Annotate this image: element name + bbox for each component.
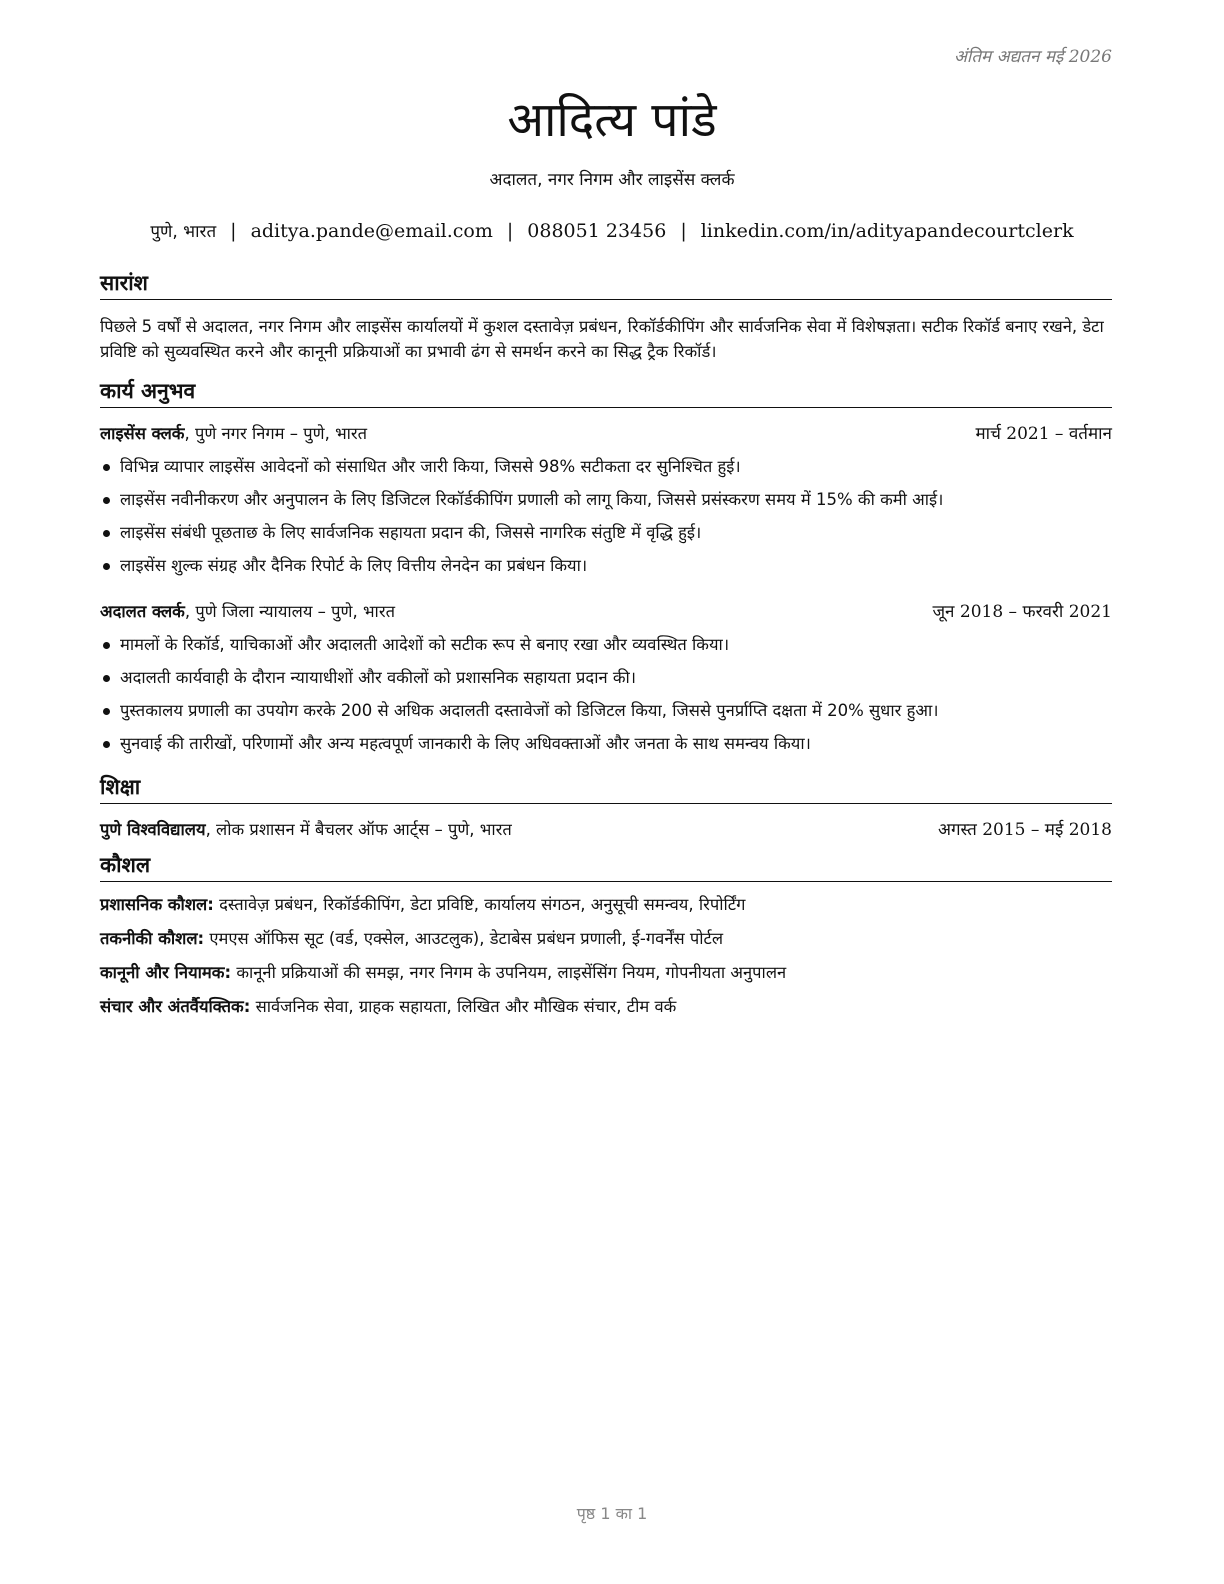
education-school: पुणे विश्वविद्यालय bbox=[100, 820, 206, 839]
education-entry bbox=[100, 818, 1112, 842]
job-dates: मार्च 2021 – वर्तमान bbox=[975, 424, 1112, 444]
job-bullet: पुस्तकालय प्रणाली का उपयोग करके 200 से अधिक अदालती दस्तावेजों को डिजिटल किया, जिससे पुनर्प्राप्ति दक्षता में 20% सुधार हुआ। bbox=[100, 694, 1112, 727]
skill-label: तकनीकी कौशल: bbox=[100, 929, 205, 948]
job-bullet: सुनवाई की तारीखों, परिणामों और अन्य महत्वपूर्ण जानकारी के लिए अधिवक्ताओं और जनता के साथ समन्वय किया। bbox=[100, 727, 1112, 760]
job-bullet: मामलों के रिकॉर्ड, याचिकाओं और अदालती आदेशों को सटीक रूप से बनाए रखा और व्यवस्थित किया। bbox=[100, 628, 1112, 661]
contact-line bbox=[0, 219, 1224, 242]
job-header bbox=[100, 422, 1112, 446]
skill-label: कानूनी और नियामक: bbox=[100, 963, 232, 982]
job-bullets bbox=[100, 628, 1112, 760]
job-header bbox=[100, 600, 1112, 624]
job-bullet: लाइसेंस संबंधी पूछताछ के लिए सार्वजनिक सहायता प्रदान की, जिससे नागरिक संतुष्टि में वृद्धि हुई। bbox=[100, 516, 1112, 549]
skill-text: दस्तावेज़ प्रबंधन, रिकॉर्डकीपिंग, डेटा प्रविष्टि, कार्यालय संगठन, अनुसूची समन्वय, रिपोर्टिंग bbox=[213, 895, 746, 914]
contact-linkedin[interactable]: linkedin.com/in/adityapandecourtclerk bbox=[700, 220, 1074, 242]
candidate-title: अदालत, नगर निगम और लाइसेंस क्लर्क bbox=[489, 170, 735, 190]
skill-label: संचार और अंतर्वैयक्तिक: bbox=[100, 997, 251, 1016]
job-bullet: विभिन्न व्यापार लाइसेंस आवेदनों को संसाधित और जारी किया, जिससे 98% सटीकता दर सुनिश्चित हुई। bbox=[100, 450, 1112, 483]
job-bullet: अदालती कार्यवाही के दौरान न्यायाधीशों और वकीलों को प्रशासनिक सहायता प्रदान की। bbox=[100, 661, 1112, 694]
section-title-summary: सारांश bbox=[100, 268, 1112, 300]
job-dates: जून 2018 – फरवरी 2021 bbox=[932, 602, 1112, 622]
contact-location: पुणे, भारत bbox=[150, 222, 217, 242]
education-degree: , लोक प्रशासन में बैचलर ऑफ आर्ट्स – पुणे, भारत bbox=[205, 820, 512, 839]
skill-text: एमएस ऑफिस सूट (वर्ड, एक्सेल, आउटलुक), डेटाबेस प्रबंधन प्रणाली, ई-गवर्नेंस पोर्टल bbox=[204, 929, 724, 948]
skills-list bbox=[100, 888, 1112, 1024]
skill-label: प्रशासनिक कौशल: bbox=[100, 895, 214, 914]
contact-phone[interactable]: 088051 23456 bbox=[527, 220, 667, 242]
contact-separator: | bbox=[680, 220, 687, 242]
job-bullet: लाइसेंस नवीनीकरण और अनुपालन के लिए डिजिटल रिकॉर्डकीपिंग प्रणाली को लागू किया, जिससे प्रसंस्करण समय में 15% की कमी आई। bbox=[100, 483, 1112, 516]
contact-separator: | bbox=[506, 220, 514, 242]
page-number: पृष्ठ 1 का 1 bbox=[576, 1504, 648, 1523]
summary-text: पिछले 5 वर्षों से अदालत, नगर निगम और लाइसेंस कार्यालयों में कुशल दस्तावेज़ प्रबंधन, रिकॉर्डकीपिंग और सार्वजनिक सेवा में विशेषज्ञता। सटीक रिकॉर्ड बनाए रखने, डेटा प्रविष्टि को सुव्यवस्थित करने और कानूनी प्रक्रियाओं का प्रभावी ढंग से समर्थन करने का सिद्ध ट्रैक रिकॉर्ड। bbox=[100, 317, 1104, 361]
resume-content bbox=[100, 268, 1112, 1024]
section-title-education: शिक्षा bbox=[100, 772, 1112, 804]
section-title-skills: कौशल bbox=[100, 850, 1112, 882]
skill-row bbox=[100, 990, 1112, 1024]
skill-row bbox=[100, 956, 1112, 990]
skill-row bbox=[100, 888, 1112, 922]
job-org: , पुणे नगर निगम – पुणे, भारत bbox=[184, 424, 368, 443]
job-bullet: लाइसेंस शुल्क संग्रह और दैनिक रिपोर्ट के लिए वित्तीय लेनदेन का प्रबंधन किया। bbox=[100, 549, 1112, 582]
skill-row bbox=[100, 922, 1112, 956]
job-bullets bbox=[100, 450, 1112, 582]
job-entry bbox=[100, 422, 1112, 582]
job-entry bbox=[100, 600, 1112, 760]
job-title: लाइसेंस क्लर्क bbox=[100, 424, 185, 443]
skill-text: सार्वजनिक सेवा, ग्राहक सहायता, लिखित और मौखिक संचार, टीम वर्क bbox=[250, 997, 677, 1016]
job-title: अदालत क्लर्क bbox=[100, 602, 185, 621]
section-title-experience: कार्य अनुभव bbox=[100, 376, 1112, 408]
education-dates: अगस्त 2015 – मई 2018 bbox=[937, 820, 1112, 840]
skill-text: कानूनी प्रक्रियाओं की समझ, नगर निगम के उपनियम, लाइसेंसिंग नियम, गोपनीयता अनुपालन bbox=[231, 963, 787, 982]
candidate-name: आदित्य पांडे bbox=[507, 92, 717, 148]
contact-email[interactable]: aditya.pande@email.com bbox=[250, 220, 493, 242]
last-updated: अंतिम अद्यतन मई 2026 bbox=[953, 47, 1112, 67]
contact-separator: | bbox=[230, 220, 237, 242]
job-org: , पुणे जिला न्यायालय – पुणे, भारत bbox=[184, 602, 395, 621]
